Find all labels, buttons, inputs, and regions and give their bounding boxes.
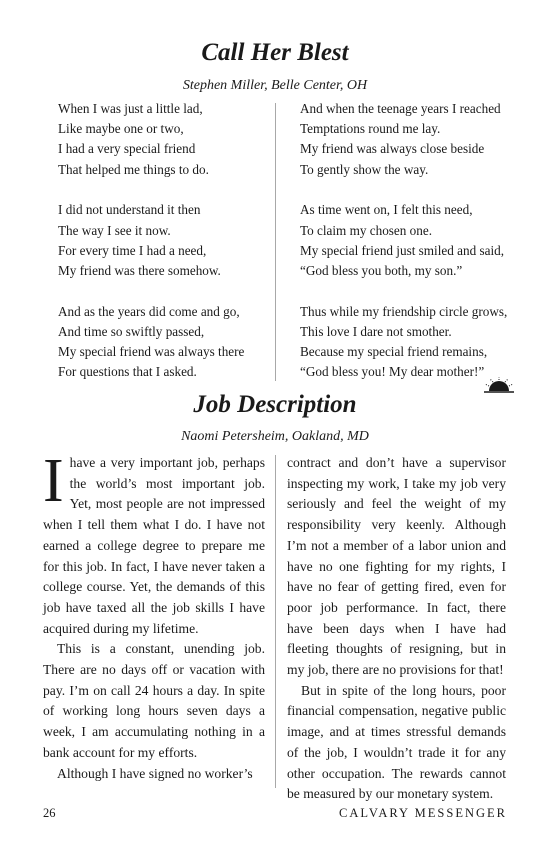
poem-stanza bbox=[300, 99, 535, 180]
poem-line: To gently show the way. bbox=[300, 161, 429, 177]
poem-line: My friend was always close beside bbox=[300, 141, 485, 157]
drop-cap: I bbox=[43, 447, 64, 515]
article-paragraph: This is a constant, unending job. There are no days off or vacation with pay. I’m on call 24 hours a day. In spite of working long hours seven days a week, I am accumulating nothing in a bank account for my efforts. bbox=[43, 641, 265, 760]
poem-line: “God bless you both, my son.” bbox=[300, 262, 463, 278]
article-title: Job Description bbox=[193, 391, 357, 418]
poem-line: As time went on, I felt this need, bbox=[300, 202, 473, 218]
article-byline: Naomi Petersheim, Oakland, MD bbox=[181, 429, 369, 444]
article-paragraph: contract and don’t have a supervisor inspecting my work, I take my job very seriously and feel the weight of my responsibility very keenly. Although I’m not a member of a labor union and have no one fighting for my rights, I have no fear of getting fired, even for poor job performance. In fact, there have been days when I have had fleeting thoughts of resigning, but in my job, there are no provisions for that! bbox=[287, 455, 506, 678]
poem-line: “God bless you! My dear mother!” bbox=[300, 364, 485, 380]
poem-stanza bbox=[300, 200, 535, 281]
poem-line: This love I dare not smother. bbox=[300, 323, 452, 339]
column-divider bbox=[275, 455, 276, 788]
poem-title: Call Her Blest bbox=[201, 39, 349, 66]
poem-line: And when the teenage years I reached bbox=[300, 101, 501, 116]
article-left-column bbox=[43, 447, 265, 784]
poem-line: I did not understand it then bbox=[58, 202, 201, 218]
poem-line: Because my special friend remains, bbox=[300, 344, 488, 360]
poem-line: To claim my chosen one. bbox=[300, 222, 433, 238]
poem-line: And as the years did come and go, bbox=[58, 303, 240, 319]
poem-line: And time so swiftly passed, bbox=[58, 323, 205, 339]
article-paragraph: Although I have signed no worker’s bbox=[57, 765, 253, 781]
poem-line: My special friend just smiled and said, bbox=[300, 242, 505, 258]
poem-line: For questions that I asked. bbox=[58, 364, 197, 380]
poem-right-column bbox=[300, 99, 535, 403]
poem-line: My friend was there somehow. bbox=[58, 262, 221, 278]
column-divider bbox=[275, 103, 276, 381]
poem-stanza bbox=[300, 302, 535, 383]
paragraph-text: have a very important job, perhaps the world’s most important job. Yet, most people are not impressed when I tell them what I do. I have not earned a college degree to prepare me for this job. In fact, I have never taken a college course. Yet, the demands of this job have taxed all the job skills I have acquired during my lifetime. bbox=[43, 455, 265, 636]
poem-line: Like maybe one or two, bbox=[58, 121, 184, 137]
poem-line: My special friend was always there bbox=[58, 344, 245, 360]
poem-stanza bbox=[58, 200, 293, 281]
poem-byline: Stephen Miller, Belle Center, OH bbox=[182, 78, 368, 93]
article-right-column bbox=[287, 453, 506, 805]
poem-line: Thus while my friendship circle grows, bbox=[300, 303, 508, 319]
poem-left-column bbox=[58, 99, 293, 403]
poem-line: When I was just a little lad, bbox=[58, 101, 203, 116]
poem-line: For every time I had a need, bbox=[58, 242, 207, 258]
poem-stanza bbox=[58, 302, 293, 383]
poem-line: Temptations round me lay. bbox=[300, 121, 441, 137]
magazine-name: CALVARY MESSENGER bbox=[339, 806, 507, 820]
page-number: 26 bbox=[43, 806, 56, 820]
poem-line: That helped me things to do. bbox=[58, 161, 209, 177]
article-paragraph: But in spite of the long hours, poor financial compensation, negative public image, and at times stressful demands of the job, I wouldn’t trade it for any other occupation. The rewards cannot be measured by our monetary system. bbox=[287, 682, 506, 802]
poem-stanza bbox=[58, 99, 293, 180]
poem-line: The way I see it now. bbox=[58, 222, 171, 238]
article-paragraph bbox=[43, 447, 265, 639]
poem-line: I had a very special friend bbox=[58, 141, 196, 157]
